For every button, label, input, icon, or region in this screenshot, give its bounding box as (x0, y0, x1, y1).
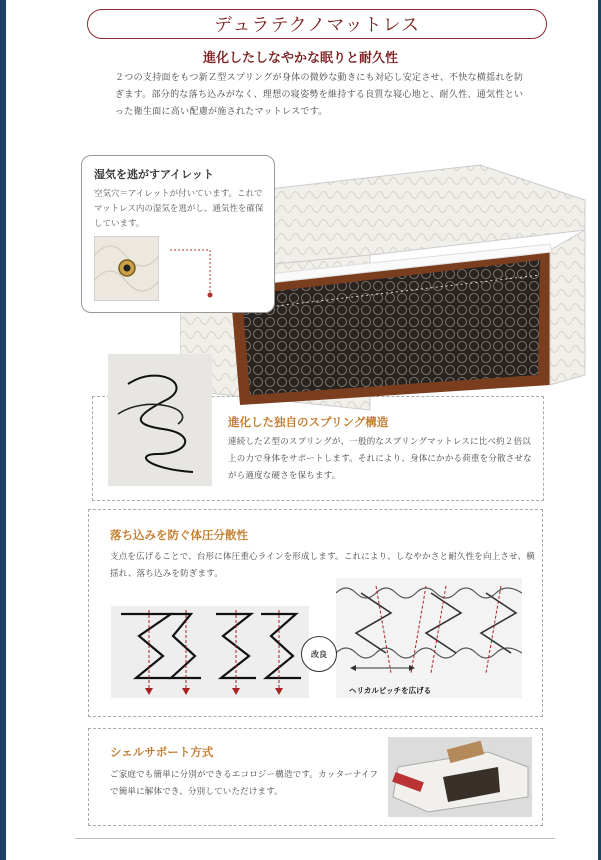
z-spring-photo (108, 354, 212, 486)
page-title: デュラテクノマットレス (213, 15, 421, 36)
shell-support-title: シェルサポート方式 (110, 745, 214, 759)
title-banner (87, 9, 547, 39)
helical-pitch-label: ヘリカルピッチを広げる (349, 686, 432, 695)
improve-badge: 改良 (301, 636, 337, 672)
eyelet-pointer-line (170, 240, 220, 300)
page-subtitle: 進化したしなやかな眠りと耐久性 (202, 51, 398, 66)
spring-diagram-before (111, 606, 309, 698)
pressure-text: 支点を広げることで、台形に体圧重心ラインを形成します。これにより、しなやかさと耐久性を向上させ、横揺れ、落ち込みを防ぎます。 (110, 552, 535, 579)
eyelet-title: 湿気を逃がすアイレット (94, 168, 214, 181)
spring-structure-text: 連続したＺ型のスプリングが、一般的なスプリングマットレスに比べ約２倍以上の力で身体をサポートします。それにより、身体にかかる荷重を分散させながら適度な硬さを保ちます。 (228, 437, 532, 481)
eyelet-icon (94, 236, 159, 301)
shell-dismantle-photo (388, 737, 532, 817)
spring-diagram-after (336, 578, 522, 698)
pressure-title: 落ち込みを防ぐ体圧分散性 (110, 528, 248, 542)
spring-structure-title: 進化した独自のスプリング構造 (228, 415, 389, 429)
eyelet-text: 空気穴＝アイレットが付いています。これでマットレス内の湿気を逃がし、通気性を確保しています。 (94, 189, 264, 229)
intro-text: ２つの支持面をもつ新Ｚ型スプリングが身体の微妙な動きにも対応し安定させ、不快な横揺れを防ぎます。部分的な落ち込みがなく、理想の寝姿勢を維持する良質な寝心地と、耐久性、通気性といった衛生面に高い配慮が施されたマットレスです。 (115, 73, 524, 117)
bottom-divider (75, 838, 555, 839)
left-edge-bar (0, 0, 6, 860)
shell-support-text: ご家庭でも簡単に分別ができるエコロジー構造です。カッターナイフで簡単に解体でき、分別していただけます。 (110, 770, 379, 797)
